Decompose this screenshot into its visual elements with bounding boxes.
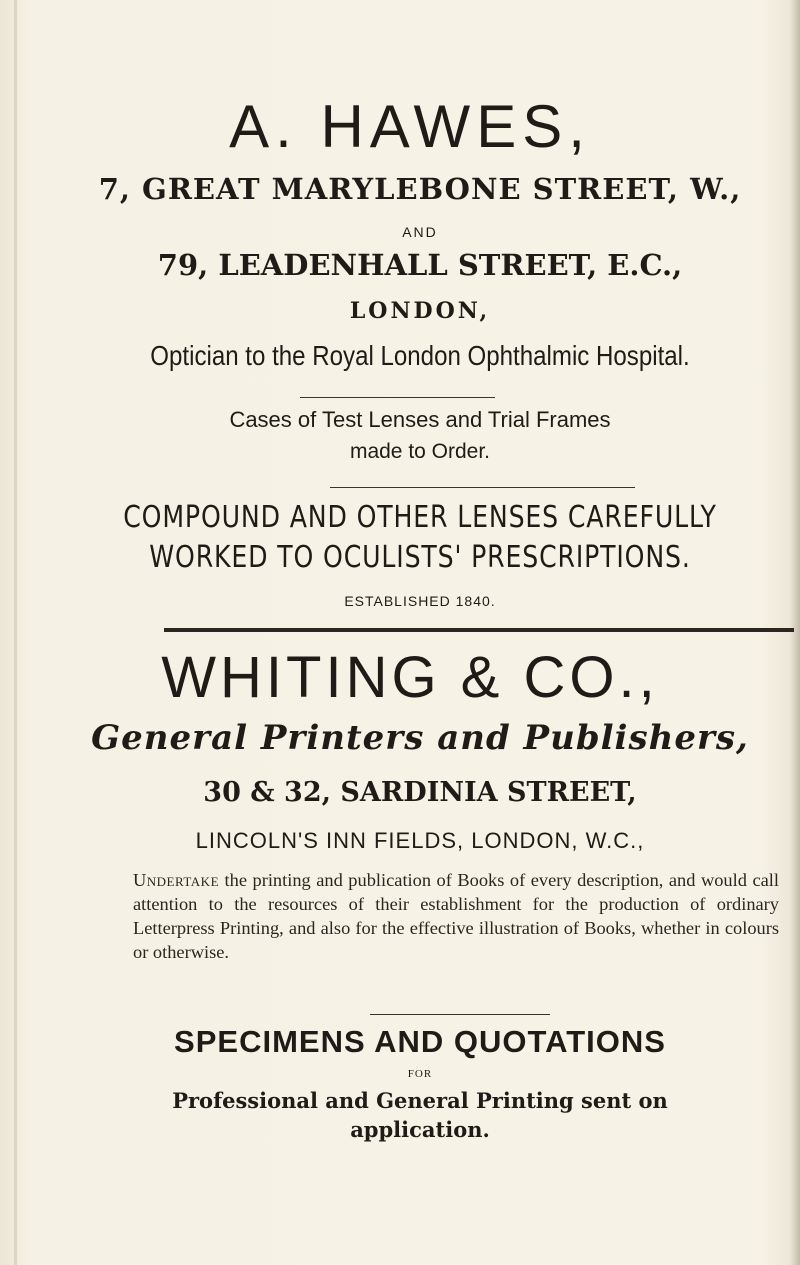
divider-rule-2: [330, 487, 635, 488]
whiting-address-1: 30 & 32, SARDINIA STREET,: [203, 777, 637, 808]
whiting-address-2: LINCOLN'S INN FIELDS, LONDON, W.C.,: [195, 828, 645, 853]
specimens-heading: SPECIMENS AND QUOTATIONS: [174, 1024, 666, 1059]
hawes-city: LONDON,: [349, 298, 491, 324]
hawes-address-2: 79, LEADENHALL STREET, E.C.,: [157, 248, 683, 282]
hawes-compound-line-1: COMPOUND AND OTHER LENSES CAREFULLY: [123, 500, 717, 535]
hawes-cases-line-2: made to Order.: [349, 440, 491, 463]
professional-line-2: application.: [350, 1117, 490, 1142]
whiting-description-paragraph: [133, 868, 779, 964]
paragraph-body-text: the printing and publication of Books of every description, and would call attention to the resources of their establishment for the production of ordinary Letterpress Printing, and also for the effective illustration of Books, whether in colours or otherwise.: [133, 870, 779, 962]
hawes-cases-line-1: Cases of Test Lenses and Trial Frames: [229, 407, 611, 432]
hawes-title-line: Optician to the Royal London Ophthalmic Hospital.: [150, 340, 690, 371]
hawes-address-1: 7, GREAT MARYLEBONE STREET, W.,: [98, 172, 742, 206]
hawes-established: ESTABLISHED 1840.: [344, 593, 496, 609]
hawes-and-word: AND: [402, 224, 438, 240]
whiting-trade-line: General Printers and Publishers,: [91, 718, 749, 758]
section-separator-rule: [164, 628, 794, 632]
hawes-name-heading: A. HAWES,: [229, 93, 591, 160]
paragraph-lead-word: Undertake: [133, 870, 220, 890]
for-word: FOR: [407, 1068, 433, 1080]
professional-line-1: Professional and General Printing sent on: [172, 1088, 668, 1113]
divider-rule-3: [370, 1014, 550, 1015]
binding-edge: [14, 0, 17, 1265]
whiting-name-heading: WHITING & CO.,: [161, 645, 659, 710]
hawes-compound-line-2: WORKED TO OCULISTS' PRESCRIPTIONS.: [149, 540, 691, 575]
divider-rule-1: [300, 397, 495, 398]
